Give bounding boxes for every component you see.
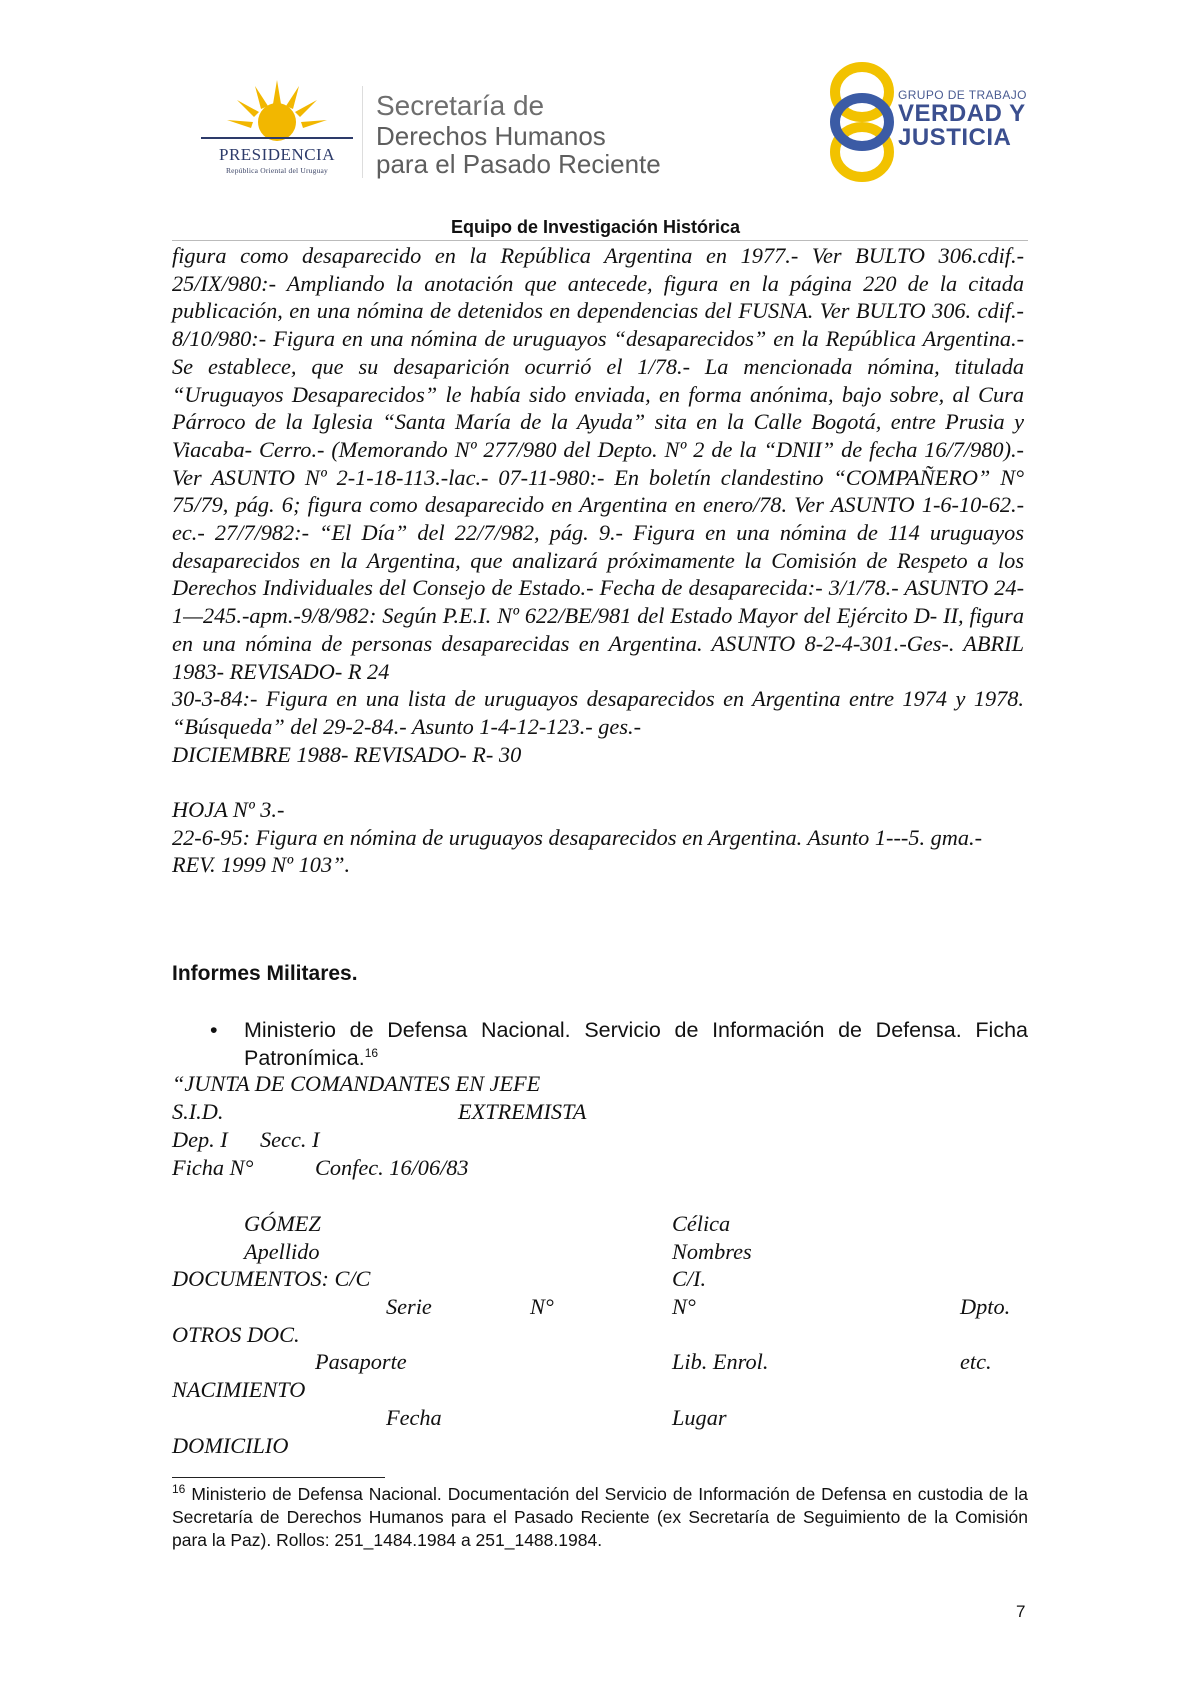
bullet-text	[244, 1016, 1028, 1072]
ficha-junta: “JUNTA DE COMANDANTES EN JEFE	[172, 1071, 541, 1096]
numero-label-2: N°	[672, 1294, 696, 1319]
footnote-number: 16	[172, 1482, 186, 1497]
main-paragraph: figura como desaparecido en la República Argentina en 1977.- Ver BULTO 306.cdif.- 25/IX/980:- Ampliando la anotación que antecede, figura en la página 220 de la citada publicación, en una nómina de detenidos en dependencias del FUSNA. Ver BULTO 306. cdif.- 8/10/980:- Figura en una nómina de uruguayos “desaparecidos” en la República Argentina.- Se establece, que su desaparición ocurrió el 1/78.- La mencionada nómina, titulada “Uruguayos Desaparecidos” le había sido enviada, en forma anónima, bajo sobre, al Cura Párroco de la Iglesia “Santa María de la Ayuda” sita en la Calle Bogotá, entre Prusia y Viacaba- Cerro.- (Memorando Nº 277/980 del Depto. Nº 2 de la “DNII” de fecha 16/7/980).- Ver ASUNTO Nº 2-1-18-113.-lac.- 07-11-980:- En boletín clandestino “COMPAÑERO” N° 75/79, pág. 6; figura como desaparecido en Argentina en enero/78. Ver ASUNTO 1-6-10-62.- ec.- 27/7/982:- “El Día” del 22/7/982, pág. 9.- Figura en una nómina de 114 uruguayos desaparecidos en la Argentina, que analizará próximamente la Comisión de Respeto a los Derechos Individuales del Consejo de Estado.- Fecha de desaparecida:- 3/1/78.- ASUNTO 24-1—245.-apm.-9/8/982: Según P.E.I. Nº 622/BE/981 del Estado Mayor del Ejército D- II, figura en una nómina de personas desaparecidas en Argentina. ASUNTO 8-2-4-301.-Ges-. ABRIL 1983- REVISADO- R 24	[172, 243, 1024, 684]
interlinked-rings-icon	[822, 60, 902, 184]
vyj-line-2: JUSTICIA	[898, 124, 1012, 151]
presidencia-label: PRESIDENCIA	[218, 145, 335, 164]
bullet-icon: •	[210, 1018, 218, 1042]
secretaria-line-3: para el Pasado Reciente	[376, 149, 661, 179]
footnote-separator	[172, 1477, 385, 1478]
section-heading: Informes Militares.	[172, 962, 358, 985]
rev-line: REV. 1999 Nº 103”.	[172, 852, 351, 878]
footnote-text: Ministerio de Defensa Nacional. Documentación del Servicio de Información de Defensa en custodia de la Secretaría de Derechos Humanos para el Pasado Reciente (ex Secretaría de Seguimiento de la Comisión para la Paz). Rollos: 251_1484.1984 a 251_1488.1984.	[172, 1484, 1028, 1550]
ci-label: C/I.	[672, 1266, 707, 1291]
vyj-line-1: VERDAD Y	[898, 100, 1026, 127]
nacimiento-label: NACIMIENTO	[172, 1377, 306, 1402]
documentos-label: DOCUMENTOS: C/C	[172, 1266, 371, 1291]
bullet-list-item	[172, 1016, 1028, 1072]
sun-emblem-icon	[197, 78, 357, 144]
team-title: Equipo de Investigación Histórica	[450, 217, 741, 237]
nombres-value: Célica	[672, 1211, 731, 1236]
ficha-dep: Dep. I	[172, 1127, 228, 1152]
ficha-numero: Ficha N°	[172, 1155, 254, 1180]
otros-doc-label: OTROS DOC.	[172, 1322, 300, 1347]
footnote	[172, 1483, 1028, 1552]
page-header	[0, 0, 1191, 215]
etc-label: etc.	[960, 1349, 992, 1374]
presidencia-subtitle: República Oriental del Uruguay	[225, 166, 328, 175]
secretaria-logo-text	[376, 90, 661, 178]
paragraph-22-6-95: 22-6-95: Figura en nómina de uruguayos desaparecidos en Argentina. Asunto 1---5. gma.-	[172, 824, 983, 850]
page-number: 7	[1016, 1602, 1026, 1621]
presidencia-logo	[197, 78, 357, 188]
domicilio-label: DOMICILIO	[172, 1433, 289, 1458]
vyj-small-label: GRUPO DE TRABAJO	[898, 88, 1027, 102]
ficha-confec: Confec. 16/06/83	[315, 1155, 469, 1180]
fecha-label: Fecha	[386, 1405, 442, 1430]
document-body	[172, 242, 1024, 879]
apellido-label: Apellido	[244, 1239, 320, 1264]
ficha-sid: S.I.D.	[172, 1099, 224, 1124]
numero-label-1: N°	[530, 1294, 554, 1319]
ficha-secc: Secc. I	[260, 1127, 320, 1152]
dpto-label: Dpto.	[960, 1294, 1011, 1319]
diciembre-line: DICIEMBRE 1988- REVISADO- R- 30	[172, 741, 522, 767]
blank-line	[172, 768, 1024, 796]
verdad-justicia-text	[898, 88, 1027, 150]
secretaria-line-2: Derechos Humanos	[376, 121, 606, 151]
hoja-line: HOJA Nº 3.-	[172, 797, 285, 823]
ficha-extremista: EXTREMISTA	[458, 1099, 587, 1124]
lugar-label: Lugar	[672, 1405, 727, 1430]
apellido-value: GÓMEZ	[244, 1211, 321, 1236]
header-rule	[172, 240, 1028, 241]
header-divider	[362, 86, 363, 178]
paragraph-30-3-84: 30-3-84:- Figura en una lista de uruguayos desaparecidos en Argentina entre 1974 y 1978. “Búsqueda” del 29-2-84.- Asunto 1-4-12-123.- ges.-	[172, 686, 1024, 739]
lib-enrol-label: Lib. Enrol.	[672, 1349, 769, 1374]
pasaporte-label: Pasaporte	[315, 1349, 407, 1374]
nombres-label: Nombres	[672, 1239, 752, 1264]
footnote-ref[interactable]: 16	[364, 1045, 379, 1060]
verdad-justicia-logo	[822, 60, 902, 184]
serie-label: Serie	[386, 1294, 432, 1319]
bullet-label: Ministerio de Defensa Nacional. Servicio de Información de Defensa. Ficha Patronímica.	[244, 1018, 1028, 1070]
secretaria-line-1: Secretaría de	[376, 90, 545, 121]
